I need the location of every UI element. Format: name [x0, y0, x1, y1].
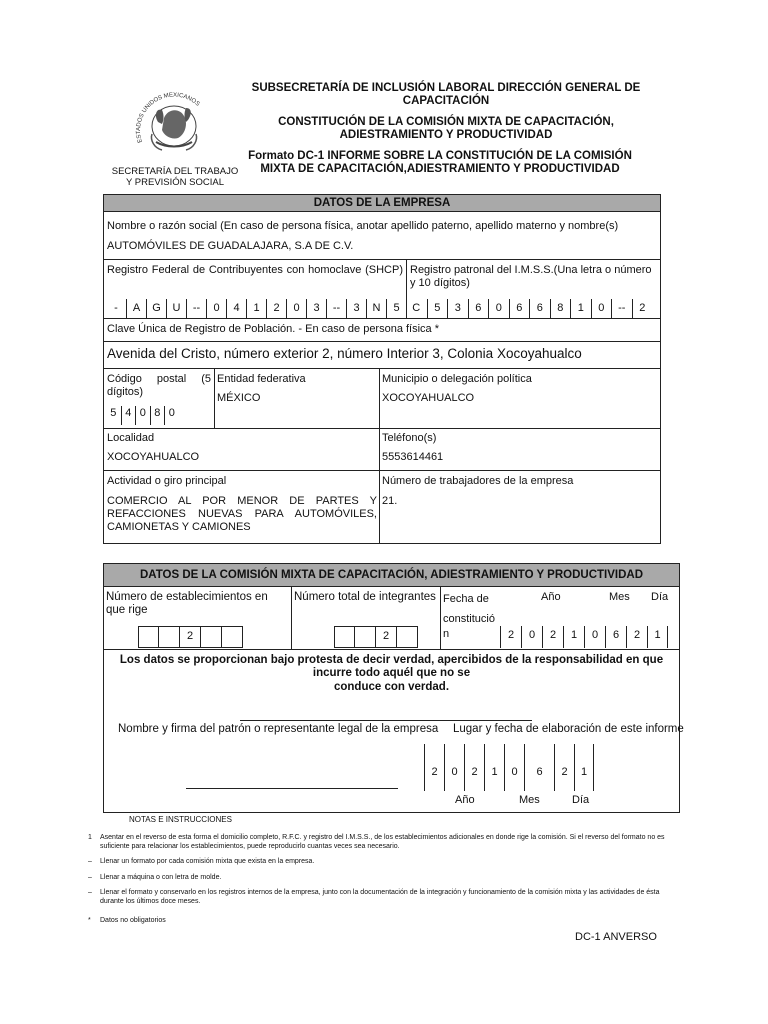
digit-cell[interactable]: 0 — [521, 626, 542, 648]
digit-cell[interactable]: 0 — [591, 299, 612, 318]
fecha-label-3: n — [443, 628, 450, 640]
digit-cell[interactable] — [334, 626, 355, 648]
integrantes-cells[interactable] — [334, 626, 418, 648]
digit-cell[interactable]: 1 — [570, 299, 591, 318]
integrantes-label: Número total de integrantes — [294, 591, 436, 603]
imss-label: Registro patronal del I.M.S.S.(Una letra o número y 10 dígitos) — [410, 264, 652, 289]
digit-cell[interactable]: - — [114, 302, 118, 314]
protesta-line2: incurre todo aquél que no se — [312, 667, 471, 679]
cp-label: Código postal (5 dígitos) — [107, 373, 211, 398]
nota-item — [88, 888, 668, 906]
digit-cell[interactable]: 6 — [524, 744, 554, 791]
telefono-label: Teléfono(s) — [382, 432, 437, 444]
nota-bullet: * — [88, 917, 91, 924]
nota-bullet: 1 — [88, 834, 92, 841]
curp-label: Clave Única de Registro de Población. - En caso de persona física * — [107, 323, 440, 335]
rfc-cells[interactable] — [106, 299, 406, 318]
nota-text: Llenar un formato por cada comisión mixta que exista en la empresa. — [100, 858, 315, 865]
digit-cell[interactable]: 0 — [488, 299, 509, 318]
government-seal — [128, 82, 220, 164]
establecimientos-label: Número de establecimientos en que rige — [106, 591, 268, 616]
entidad-field[interactable]: MÉXICO — [217, 392, 261, 404]
digit-cell[interactable]: 1 — [484, 744, 504, 791]
lugar-fecha-label: Lugar y fecha de elaboración de este informe — [453, 723, 684, 735]
nombre-label: Nombre o razón social (En caso de persona física, anotar apellido paterno, apellido materno y nombre(s) — [107, 220, 619, 232]
digit-cell[interactable]: C — [412, 302, 421, 314]
digit-cell[interactable] — [138, 626, 159, 648]
digit-cell[interactable] — [222, 626, 243, 648]
telefono-field[interactable]: 5553614461 — [382, 451, 444, 463]
digit-cell[interactable]: 2 — [554, 744, 574, 791]
nota-bullet: – — [88, 874, 92, 881]
eagle-seal-icon — [128, 82, 220, 164]
digit-cell[interactable]: 1 — [574, 744, 594, 791]
notas-title: NOTAS E INSTRUCCIONES — [129, 815, 232, 824]
actividad-label: Actividad o giro principal — [107, 475, 227, 487]
nota-item — [88, 857, 668, 866]
digit-cell[interactable]: N — [366, 299, 386, 318]
digit-cell[interactable]: 2 — [626, 626, 647, 648]
digit-cell[interactable] — [355, 626, 376, 648]
digit-cell[interactable] — [397, 626, 418, 648]
elab-mes-label: Mes — [519, 794, 540, 806]
anio-label: Año — [541, 591, 561, 603]
fecha-label-1: Fecha de — [443, 593, 489, 605]
elab-anio-label: Año — [455, 794, 475, 806]
digit-cell[interactable]: 8 — [550, 299, 571, 318]
firma-line[interactable] — [186, 788, 398, 789]
digit-cell[interactable]: 2 — [632, 299, 653, 318]
digit-cell[interactable]: 4 — [121, 406, 136, 425]
nota-item — [88, 873, 668, 882]
title-constitucion: CONSTITUCIÓN DE LA COMISIÓN MIXTA DE CAPACITACIÓN, ADIESTRAMIENTO Y PRODUCTIVIDAD — [278, 116, 614, 141]
localidad-label: Localidad — [107, 432, 155, 444]
digit-cell[interactable]: 1 — [563, 626, 584, 648]
localidad-field[interactable]: XOCOYAHUALCO — [107, 451, 200, 463]
nota-bullet: – — [88, 889, 92, 896]
digit-cell[interactable]: 6 — [468, 299, 489, 318]
firma-label: Nombre y firma del patrón o representante legal de la empresa — [118, 723, 439, 735]
dia-label: Día — [651, 591, 669, 603]
digit-cell[interactable]: 2 — [376, 626, 397, 648]
domicilio-field[interactable]: Avenida del Cristo, número exterior 2, número Interior 3, Colonia Xocoyahualco — [107, 346, 582, 361]
digit-cell[interactable]: -- — [611, 299, 632, 318]
digit-cell[interactable]: 6 — [605, 626, 626, 648]
digit-cell[interactable]: 0 — [444, 744, 464, 791]
actividad-field[interactable]: COMERCIO AL POR MENOR DE PARTES Y REFACCIONES NUEVAS PARA AUTOMÓVILES, CAMIONETAS Y CAMIONES — [107, 495, 377, 533]
protesta-line3: conduce con verdad. — [333, 681, 450, 693]
digit-cell[interactable]: 0 — [584, 626, 605, 648]
title-formato-dc1: Formato DC-1 INFORME SOBRE LA CONSTITUCIÓN DE LA COMISIÓN MIXTA DE CAPACITACIÓN,ADIESTRAMIENTO Y PRODUCTIVIDAD — [248, 150, 632, 175]
digit-cell[interactable]: 8 — [150, 406, 165, 425]
digit-cell[interactable]: 0 — [206, 299, 226, 318]
nota-text: Llenar a máquina o con letra de molde. — [100, 874, 222, 881]
digit-cell[interactable]: 2 — [180, 626, 201, 648]
digit-cell[interactable]: 2 — [500, 626, 521, 648]
municipio-field[interactable]: XOCOYAHUALCO — [382, 392, 475, 404]
digit-cell[interactable] — [159, 626, 180, 648]
footer-code: DC-1 ANVERSO — [575, 931, 657, 943]
nota-item — [88, 833, 668, 851]
nota-text: Llenar el formato y conservarlo en los registros internos de la empresa, junto con la documentación de la integración y funcionamiento de la comisión mixta y las actividades de ésta durante los últimos doce meses. — [100, 889, 660, 905]
nombre-field[interactable]: AUTOMÓVILES DE GUADALAJARA, S.A DE C.V. — [107, 240, 354, 252]
digit-cell[interactable]: 3 — [447, 299, 468, 318]
digit-cell[interactable]: 5 — [110, 407, 117, 419]
digit-cell[interactable]: 3 — [306, 299, 326, 318]
trabajadores-label: Número de trabajadores de la empresa — [382, 475, 574, 487]
fecha-elaboracion-cells[interactable] — [424, 744, 594, 791]
digit-cell[interactable]: G — [146, 299, 166, 318]
seal-caption-line1: SECRETARÍA DEL TRABAJO — [111, 166, 239, 177]
digit-cell[interactable]: 4 — [226, 299, 246, 318]
protesta-line1: Los datos se proporcionan bajo protesta de decir verdad, apercibidos de la responsabilidad en que — [119, 654, 664, 666]
nota-text: Asentar en el reverso de esta forma el domicilio completo, R.F.C. y registro del I.M.S.S., de los establecimientos adicionales en donde rige la comisión. Si el reverso del formato no es suficiente para relacionar los establecimientos, puede reproducirlo cuantas veces sea necesario. — [100, 834, 665, 850]
digit-cell[interactable]: 0 — [164, 406, 179, 425]
digit-cell[interactable]: 2 — [542, 626, 563, 648]
trabajadores-field[interactable]: 21. — [382, 495, 398, 507]
digit-cell[interactable]: -- — [186, 299, 206, 318]
digit-cell[interactable]: 2 — [464, 744, 484, 791]
establecimientos-cells[interactable] — [138, 626, 243, 648]
digit-cell[interactable]: A — [126, 299, 146, 318]
digit-cell[interactable]: 0 — [504, 744, 524, 791]
digit-cell[interactable]: 5 — [427, 299, 448, 318]
digit-cell[interactable]: 0 — [135, 406, 150, 425]
digit-cell[interactable] — [201, 626, 222, 648]
digit-cell[interactable]: 2 — [266, 299, 286, 318]
seal-arc-text: ESTADOS UNIDOS MEXICANOS — [135, 92, 201, 144]
nota-text: Datos no obligatorios — [100, 917, 166, 924]
digit-cell[interactable]: 0 — [286, 299, 306, 318]
comision-section-title: DATOS DE LA COMISIÓN MIXTA DE CAPACITACIÓN, ADIESTRAMIENTO Y PRODUCTIVIDAD — [103, 563, 680, 587]
imss-cells[interactable] — [406, 299, 652, 318]
digit-cell[interactable]: -- — [326, 299, 346, 318]
mes-label: Mes — [609, 591, 630, 603]
rfc-label: Registro Federal de Contribuyentes con homoclave (SHCP) — [107, 264, 403, 276]
digit-cell[interactable]: 5 — [386, 299, 406, 318]
digit-cell[interactable]: 1 — [246, 299, 266, 318]
cp-cells[interactable] — [106, 406, 179, 425]
nota-bullet: – — [88, 858, 92, 865]
seal-caption-line2: Y PREVISIÓN SOCIAL — [125, 177, 225, 188]
digit-cell[interactable]: 1 — [647, 626, 668, 648]
digit-cell[interactable]: 6 — [509, 299, 530, 318]
digit-cell[interactable]: 6 — [529, 299, 550, 318]
elab-dia-label: Día — [572, 794, 590, 806]
digit-cell[interactable]: 2 — [424, 744, 444, 791]
nota-item — [88, 916, 668, 925]
digit-cell[interactable]: 3 — [346, 299, 366, 318]
fecha-label-2: constitució — [443, 613, 495, 625]
municipio-label: Municipio o delegación política — [382, 373, 532, 385]
entidad-label: Entidad federativa — [217, 373, 306, 385]
empresa-section-title: DATOS DE LA EMPRESA — [103, 194, 661, 212]
fecha-constitucion-cells[interactable] — [500, 626, 668, 648]
digit-cell[interactable]: U — [166, 299, 186, 318]
title-subsecretaria: SUBSECRETARÍA DE INCLUSIÓN LABORAL DIRECCIÓN GENERAL DE CAPACITACIÓN — [251, 82, 641, 107]
